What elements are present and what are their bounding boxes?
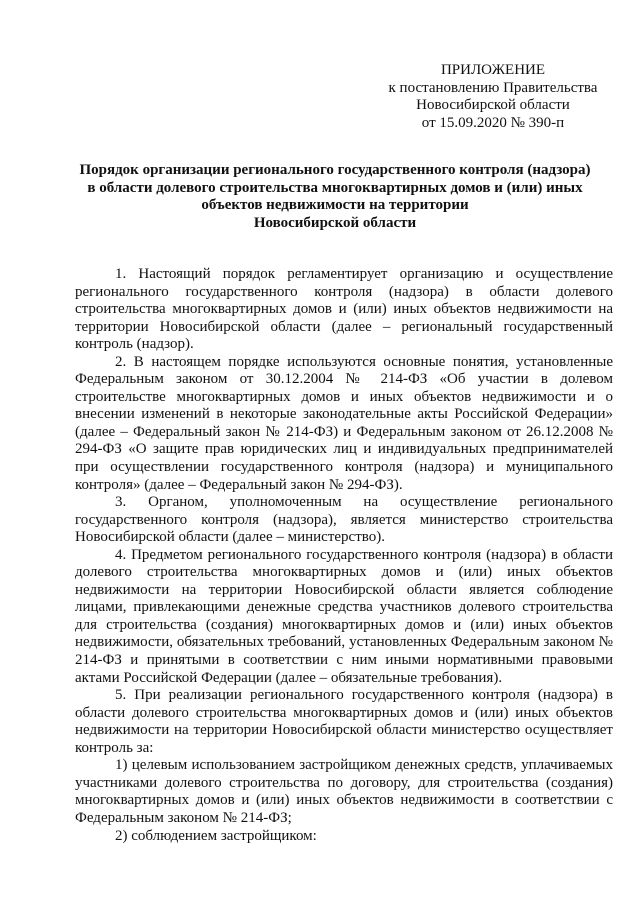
paragraph-1: 1. Настоящий порядок регламентирует организацию и осуществление регионального государственного контроля (надзора) в области долевого строительства многоквартирных домов и (или) иных объектов недвижимости на территории Новосибирской области (далее – региональный государственный контроль (надзор). bbox=[75, 266, 613, 353]
paragraph-2: 2. В настоящем порядке используются основные понятия, установленные Федеральным законом от 30.12.2004 № 214-ФЗ «Об участии в долевом строительстве многоквартирных домов и иных объектов недвижимости и о внесении изменений в некоторые законодательные акты Российской Федерации» (далее – Федеральный закон № 214-ФЗ) и Федеральным законом от 26.12.2008 № 294-ФЗ «О защите прав юридических лиц и индивидуальных предпринимателей при осуществлении государственного контроля (надзора) и муниципального контроля» (далее – Федеральный закон № 294-ФЗ). bbox=[75, 353, 613, 493]
document-title bbox=[60, 162, 610, 232]
title-line-3: объектов недвижимости на территории bbox=[201, 197, 469, 213]
appendix-header bbox=[378, 62, 608, 132]
paragraph-4: 4. Предметом регионального государственного контроля (надзора) в области долевого строительства многоквартирных домов и (или) иных объектов недвижимости на территории Новосибирской области является соблюдение лицами, привлекающими денежные средства участников долевого строительства для строительства (создания) многоквартирных домов и (или) иных объектов недвижимости, обязательных требований, установленных Федеральным законом № 214-ФЗ и принятыми в соответствии с ним иными нормативными правовыми актами Российской Федерации (далее – обязательные требования). bbox=[75, 546, 613, 686]
paragraph-3: 3. Органом, уполномоченным на осуществление регионального государственного контроля (надзора), является министерство строительства Новосибирской области (далее – министерство). bbox=[75, 494, 613, 546]
appendix-decree-line: к постановлению Правительства bbox=[388, 79, 598, 96]
appendix-date-number: от 15.09.2020 № 390-п bbox=[421, 114, 565, 131]
document-body bbox=[75, 266, 613, 845]
paragraph-5: 5. При реализации регионального государственного контроля (надзора) в области долевого строительства многоквартирных домов и (или) иных объектов недвижимости на территории Новосибирской области министерство осуществляет контроль за: bbox=[75, 687, 613, 756]
subparagraph-1: 1) целевым использованием застройщиком денежных средств, уплачиваемых участниками долевого строительства по договору, для строительства (создания) многоквартирных домов и (или) иных объектов недвижимости в соответствии с Федеральным законом № 214-ФЗ; bbox=[75, 757, 613, 826]
appendix-label: ПРИЛОЖЕНИЕ bbox=[440, 62, 546, 78]
title-line-4: Новосибирской области bbox=[253, 214, 417, 231]
title-line-1: Порядок организации регионального государственного контроля (надзора) bbox=[79, 162, 591, 178]
appendix-region-line: Новосибирской области bbox=[416, 97, 570, 113]
subparagraph-2: 2) соблюдением застройщиком: bbox=[115, 827, 317, 844]
title-line-2: в области долевого строительства многоквартирных домов и (или) иных bbox=[87, 179, 583, 196]
